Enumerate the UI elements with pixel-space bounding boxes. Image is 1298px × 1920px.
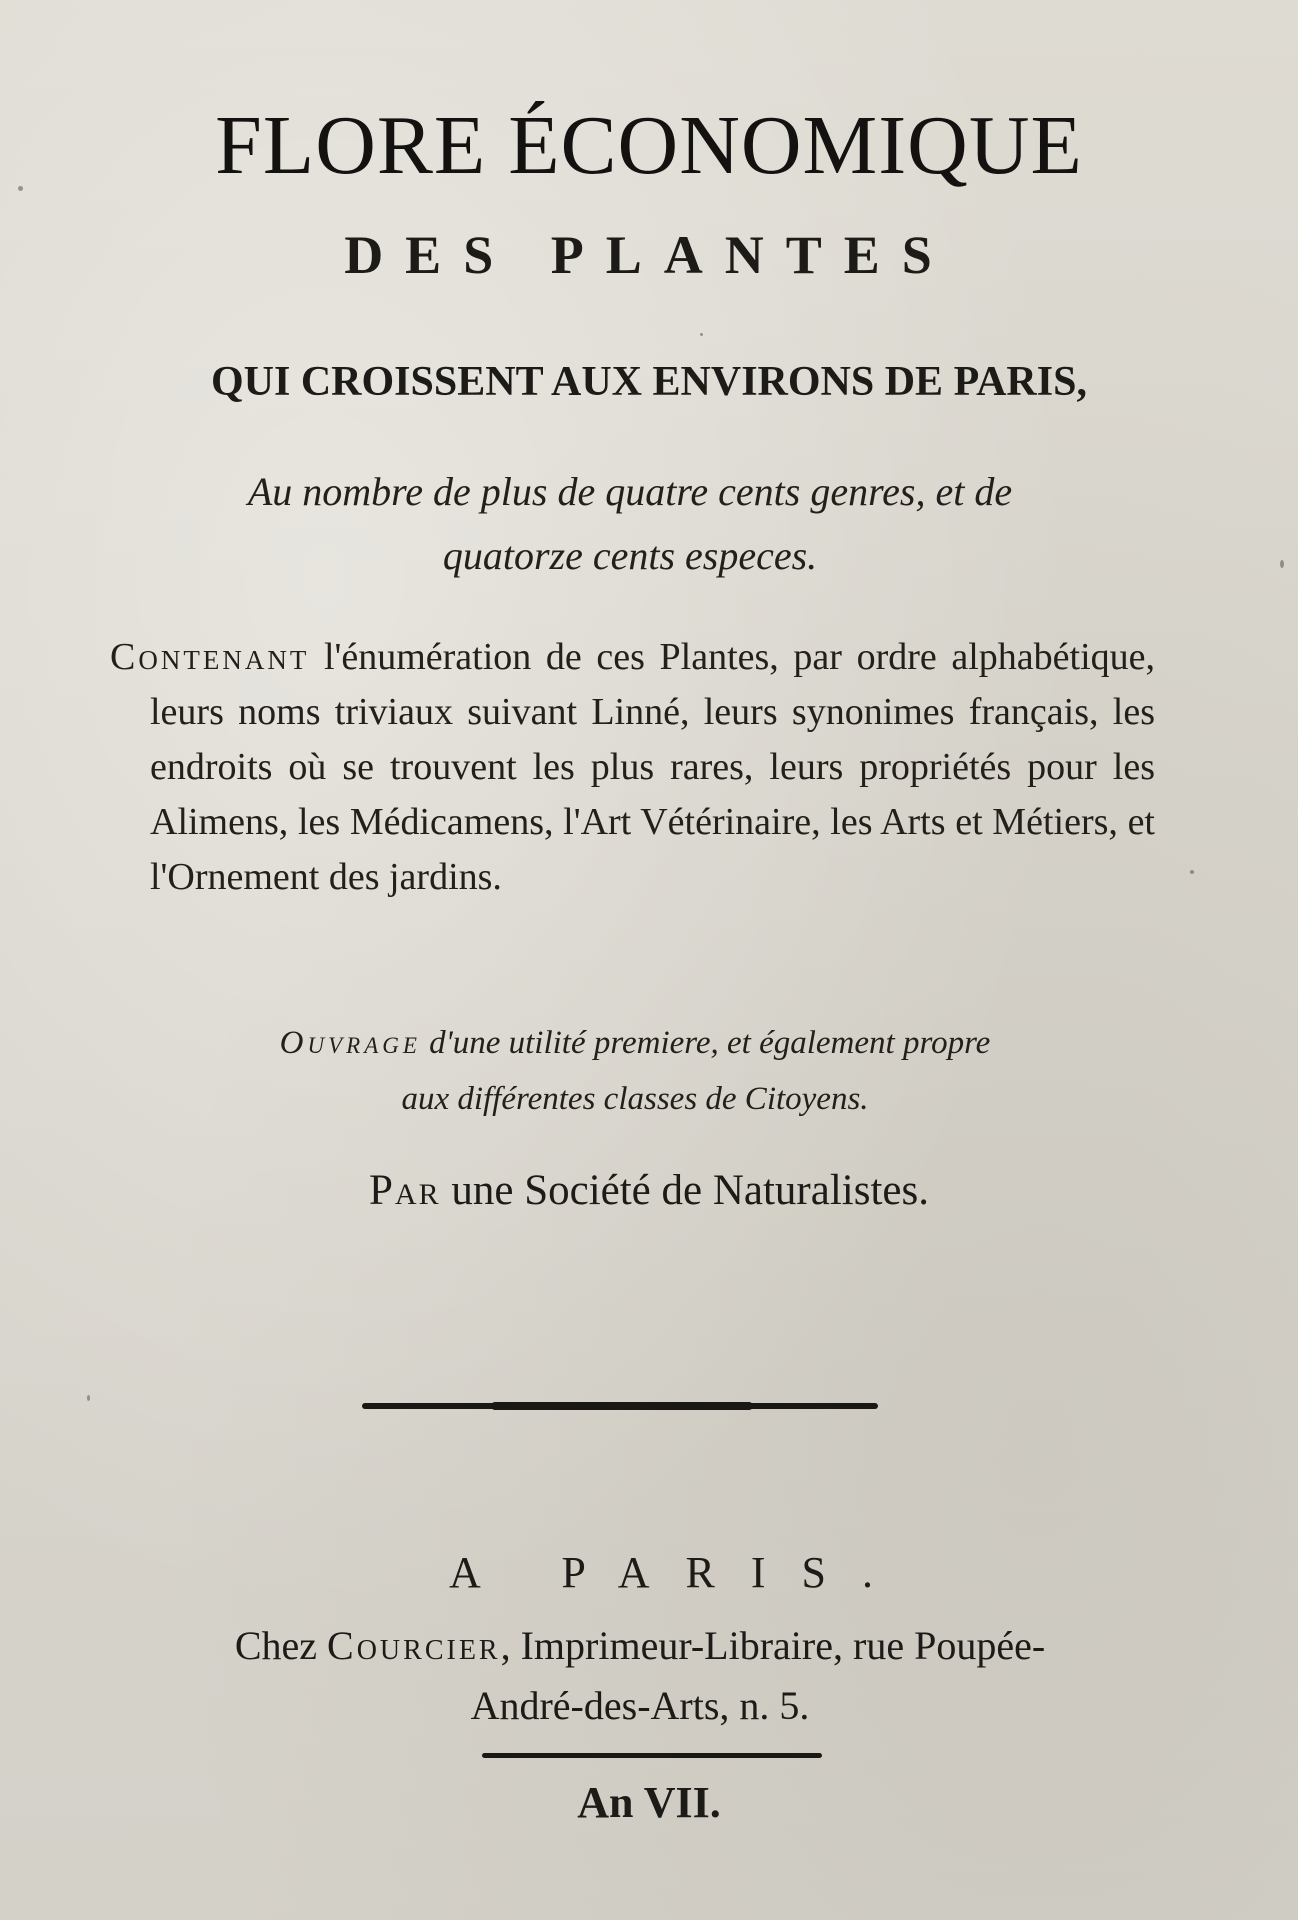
author-lead: Par xyxy=(369,1167,441,1214)
imprint-place: A PARIS. xyxy=(448,1548,910,1597)
imprint-prefix: Chez xyxy=(234,1623,318,1668)
scope-line-1: Au nombre de plus de quatre cents genres, et de xyxy=(247,469,1013,514)
author-line xyxy=(0,1162,1298,1220)
paper-speck xyxy=(700,333,703,336)
contents-text: l'énumération de ces Plantes, par ordre alphabétique, leurs noms triviaux suivant Linné, leurs synonimes français, les endroits où se trouvent les plus rares, leurs propriétés pour les Alimens, les Médicamens, l'Art Vétérinaire, les Arts et Métiers, et l'Ornement des jardins. xyxy=(150,636,1155,898)
paper-speck xyxy=(87,1395,90,1401)
region-line: QUI CROISSENT AUX ENVIRONS DE PARIS, xyxy=(211,359,1087,405)
imprint-date: An VII. xyxy=(577,1778,721,1827)
author-text: une Société de Naturalistes. xyxy=(451,1167,929,1214)
contents-paragraph xyxy=(110,630,1155,905)
purpose-statement xyxy=(110,1015,1160,1127)
imprint-address-line-1: , Imprimeur-Libraire, rue Poupée- xyxy=(500,1623,1046,1668)
purpose-line-2: aux différentes classes de Citoyens. xyxy=(401,1081,869,1117)
purpose-lead: Ouvrage xyxy=(279,1025,421,1061)
book-title: FLORE ÉCONOMIQUE xyxy=(215,99,1083,192)
contents-lead: Contenant xyxy=(110,636,310,678)
scope-line-2: quatorze cents especes. xyxy=(442,533,818,578)
date-rule xyxy=(482,1753,822,1758)
purpose-line-1: d'une utilité premiere, et également propre xyxy=(429,1025,991,1061)
ornamental-rule xyxy=(362,1403,878,1409)
imprint-publisher xyxy=(110,1616,1170,1736)
publisher-name: Courcier xyxy=(327,1623,501,1668)
paper-speck xyxy=(1280,560,1284,568)
paper-speck xyxy=(18,186,23,191)
imprint-address-line-2: André-des-Arts, n. 5. xyxy=(470,1683,810,1728)
book-subtitle: DES PLANTES xyxy=(344,225,954,285)
paper-speck xyxy=(1190,870,1194,874)
scope-statement xyxy=(110,460,1150,588)
